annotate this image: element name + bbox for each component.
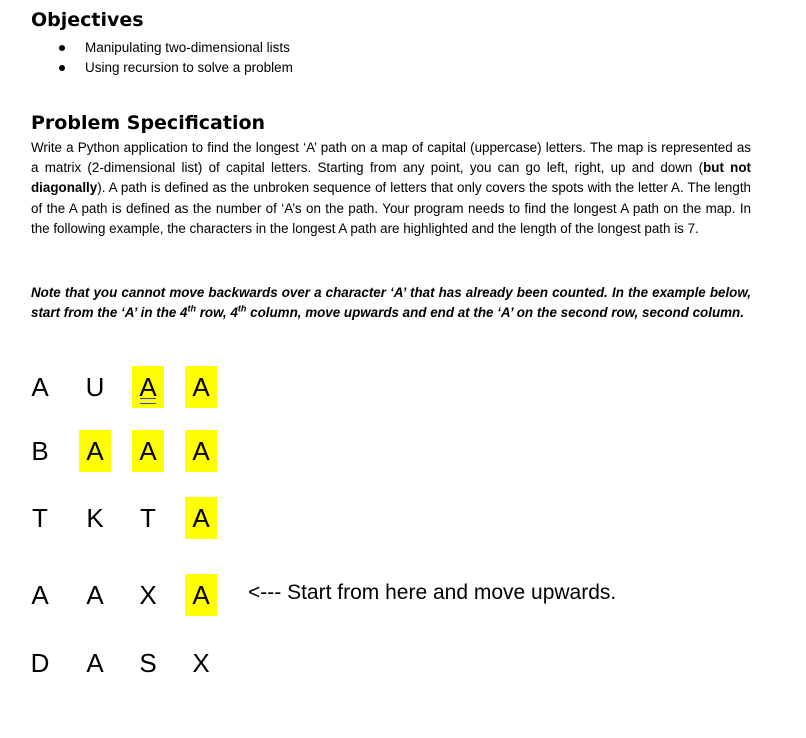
grid-cell: S (139, 648, 157, 678)
grid-cell: B (31, 436, 49, 466)
grid-row (22, 366, 242, 414)
grid-cell: K (86, 503, 104, 533)
grid-cell: A (31, 580, 49, 610)
grid-cell: A (185, 430, 217, 472)
grid-cell: D (30, 648, 50, 678)
note-text-part3: column, move upwards and end at the ‘A’ on the second row, second column. (246, 305, 744, 321)
grid-cell: A (185, 574, 217, 616)
start-hint-text: <--- Start from here and move upwards. (248, 581, 617, 604)
grid-cell: A (79, 430, 111, 472)
problem-specification-heading: Problem Specification (31, 112, 266, 134)
grid-cell: T (140, 503, 156, 533)
grid-cell: A (185, 497, 217, 539)
grid-cell: A (86, 580, 104, 610)
bullet-icon (59, 45, 65, 51)
spec-text-part2: ). A path is defined as the unbroken sequence of letters that only covers the spots with the letter A. The length of the A path is defined as the number of ‘A’s on the path. Your program needs to find the longest A path on the map. In the following example, the characters in the longest A path are highlighted and the length of the longest path is 7. (31, 180, 751, 236)
objective-text: Manipulating two-dimensional lists (85, 40, 290, 55)
ordinal-suffix: th (187, 303, 196, 314)
grid-cell: U (85, 372, 105, 402)
bullet-icon (59, 65, 65, 71)
grid-cell: T (32, 503, 48, 533)
specification-paragraph (31, 138, 751, 239)
grid-row (22, 430, 242, 478)
objectives-heading: Objectives (31, 9, 144, 31)
grid-cell: A (132, 430, 164, 472)
spec-text-bold: but not diagonally (31, 160, 751, 196)
grid-row (22, 574, 242, 622)
grid-cell: A (31, 372, 49, 402)
grid-cell: A (86, 648, 104, 678)
grid-row (22, 642, 242, 690)
ordinal-suffix: th (237, 303, 247, 314)
grid-cell: A (132, 366, 164, 408)
grid-row (22, 497, 242, 545)
note-paragraph (31, 283, 751, 323)
grid-cell: X (192, 648, 210, 678)
spec-text-part1: Write a Python application to find the longest ‘A’ path on a map of capital (uppercase) letters. The map is represented as a matrix (2-dimensional list) of capital letters. Starting from any point, you can go left, right, up and down ( (31, 140, 751, 176)
note-text-part2: row, 4 (196, 305, 238, 321)
grid-cell: A (185, 366, 217, 408)
objective-text: Using recursion to solve a problem (85, 60, 293, 75)
grid-cell: X (139, 580, 157, 610)
note-text-part1: Note that you cannot move backwards over a character ‘A’ that has already been counted. In the example below, start from the ‘A’ in the 4 (31, 285, 751, 321)
